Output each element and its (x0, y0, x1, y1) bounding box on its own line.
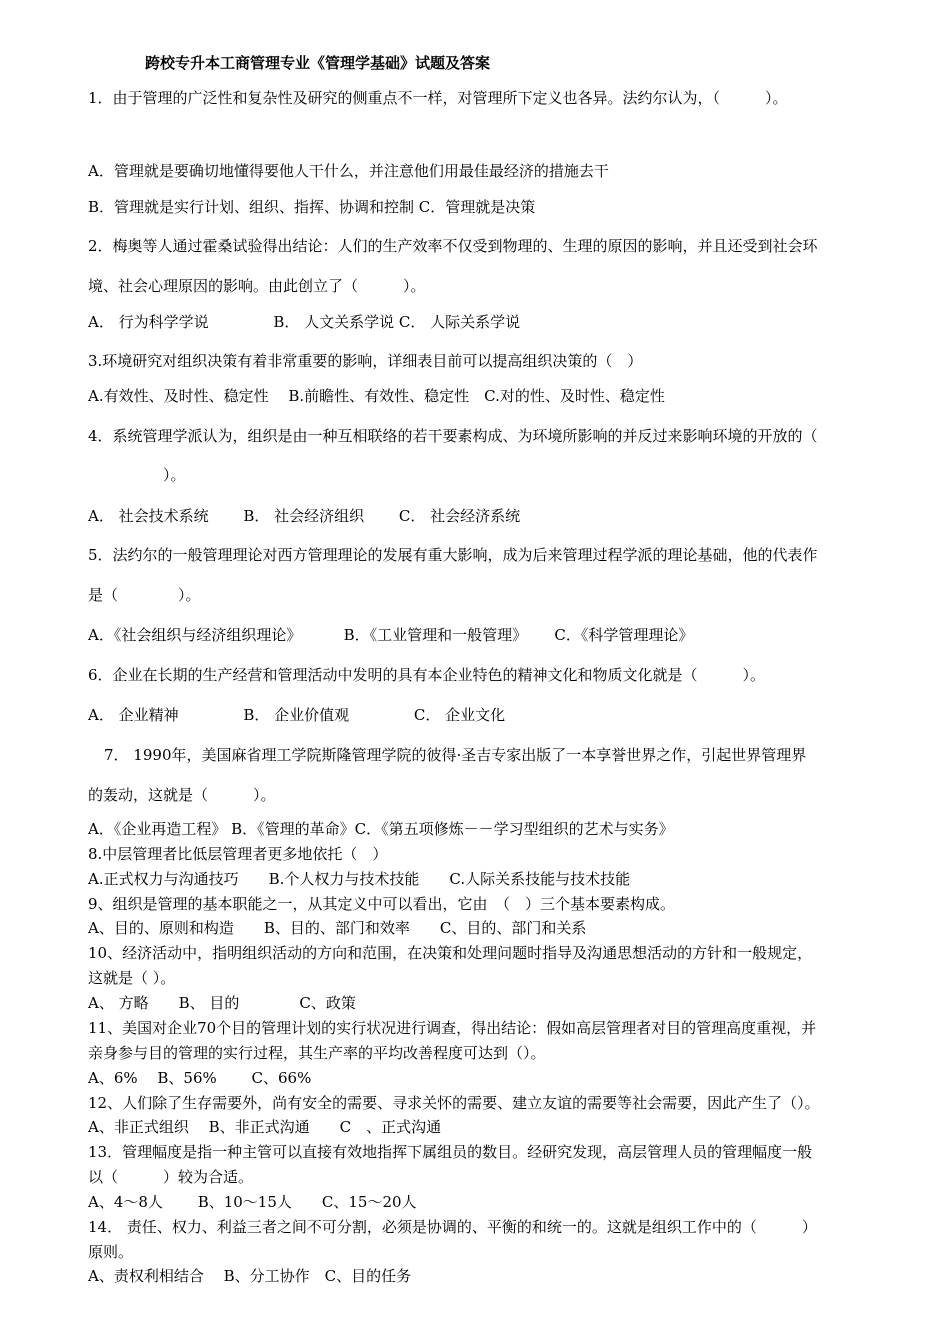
question-6-stem: 6．企业在长期的生产经营和管理活动中发明的具有本企业特色的精神文化和物质文化就是（ ）。 (88, 666, 766, 684)
question-9-stem: 9、组织是管理的基本职能之一，从其定义中可以看出，它由 （ ）三个基本要素构成。 (88, 895, 676, 913)
question-5-stem-cont: 是（ ）。 (88, 586, 201, 604)
question-1-options-bc: B．管理就是实行计划、组织、指挥、协调和控制 C．管理就是决策 (88, 198, 536, 216)
question-8-options: A.正式权力与沟通技巧 B.个人权力与技术技能 C.人际关系技能与技术技能 (88, 870, 631, 888)
question-11-stem-cont: 亲身参与目的管理的实行过程，其生产率的平均改善程度可达到（）。 (88, 1044, 546, 1062)
question-8-stem: 8.中层管理者比低层管理者更多地依托（ ） (88, 845, 388, 863)
question-10-stem-cont: 这就是（ ）。 (88, 969, 176, 987)
question-12-options: A、非正式组织 B、非正式沟通 C 、正式沟通 (88, 1118, 442, 1136)
question-1-stem: 1．由于管理的广泛性和复杂性及研究的侧重点不一样，对管理所下定义也各异。法约尔认为，（ ）。 (88, 89, 788, 107)
question-7-stem-cont: 的轰动，这就是（ ）。 (88, 786, 276, 804)
question-12-stem: 12、人们除了生存需要外，尚有安全的需要、寻求关怀的需要、建立友谊的需要等社会需要，因此产生了（）。 (88, 1094, 820, 1112)
question-7-stem: 7． 1990年，美国麻省理工学院斯隆管理学院的彼得·圣吉专家出版了一本享誉世界之作，引起世界管理界 (104, 746, 807, 764)
question-13-options: A、4～8人 B、10～15人 C、15～20人 (88, 1193, 417, 1211)
document-title: 跨校专升本工商管理专业《管理学基础》试题及答案 (145, 54, 491, 72)
question-11-stem: 11、美国对企业70个目的管理计划的实行状况进行调查，得出结论：假如高层管理者对目的管理高度重视，并 (88, 1019, 817, 1037)
question-5-options: A．《社会组织与经济组织理论》 B．《工业管理和一般管理》 C．《科学管理理论》 (88, 626, 694, 644)
question-1-option-a: A．管理就是要确切地懂得要他人干什么，并注意他们用最佳最经济的措施去干 (88, 162, 609, 180)
question-13-stem-cont: 以（ ）较为合适。 (88, 1168, 254, 1186)
question-3-options: A.有效性、及时性、稳定性 B.前瞻性、有效性、稳定性 C.对的性、及时性、稳定性 (88, 387, 665, 405)
question-2-stem-cont: 境、社会心理原因的影响。由此创立了（ ）。 (88, 277, 426, 295)
question-4-stem-cont: ）。 (88, 466, 186, 484)
question-2-options: A． 行为科学学说 B． 人文关系学说 C． 人际关系学说 (88, 313, 521, 331)
question-7-options: A．《企业再造工程》 B．《管理的革命》C．《第五项修炼－－学习型组织的艺术与实务》 (88, 820, 674, 838)
question-10-options: A、 方略 B、 目的 C、政策 (88, 994, 356, 1012)
question-10-stem: 10、经济活动中，指明组织活动的方向和范围，在决策和处理问题时指导及沟通思想活动的方针和一般规定， (88, 944, 813, 962)
question-3-stem: 3.环境研究对组织决策有着非常重要的影响，详细表目前可以提高组织决策的（ ） (88, 352, 643, 370)
question-9-options: A、目的、原则和构造 B、目的、部门和效率 C、目的、部门和关系 (88, 919, 587, 937)
question-4-stem: 4．系统管理学派认为，组织是由一种互相联络的若干要素构成、为环境所影响的并反过来影响环境的开放的（ (88, 427, 818, 445)
question-5-stem: 5．法约尔的一般管理理论对西方管理理论的发展有重大影响，成为后来管理过程学派的理论基础，他的代表作 (88, 546, 818, 564)
question-14-stem-cont: 原则。 (88, 1243, 134, 1261)
question-6-options: A． 企业精神 B． 企业价值观 C． 企业文化 (88, 706, 506, 724)
question-14-options: A、责权利相结合 B、分工协作 C、目的任务 (88, 1267, 412, 1285)
question-4-options: A． 社会技术系统 B． 社会经济组织 C． 社会经济系统 (88, 507, 521, 525)
question-13-stem: 13．管理幅度是指一种主管可以直接有效地指挥下属组员的数目。经研究发现，高层管理人员的管理幅度一般 (88, 1143, 813, 1161)
question-2-stem: 2．梅奥等人通过霍桑试验得出结论：人们的生产效率不仅受到物理的、生理的原因的影响，并且还受到社会环 (88, 237, 818, 255)
question-14-stem: 14． 责任、权力、利益三者之间不可分割，必须是协调的、平衡的和统一的。这就是组织工作中的（ ） (88, 1218, 817, 1236)
question-11-options: A、6% B、56% C、66% (88, 1069, 312, 1087)
